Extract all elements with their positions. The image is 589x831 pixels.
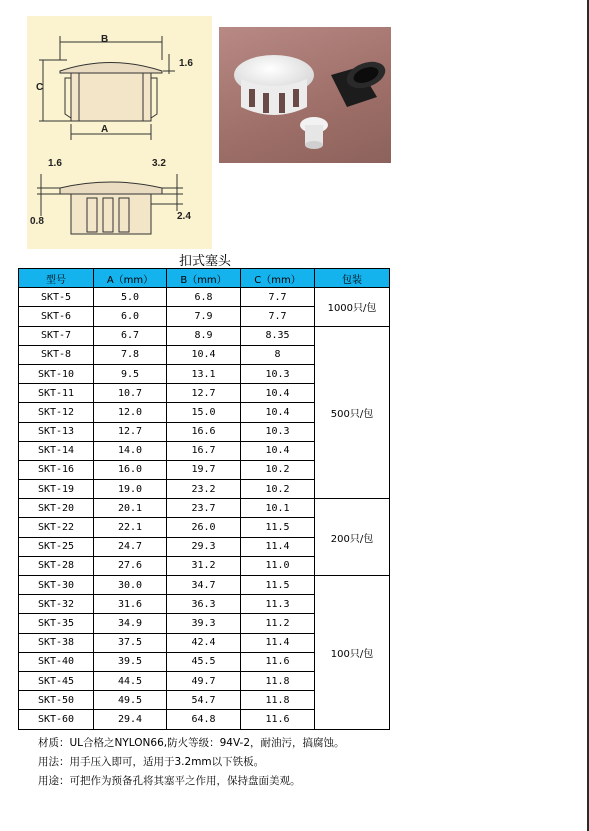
cell-c: 7.7	[241, 307, 315, 326]
cell-a: 7.8	[94, 345, 167, 364]
cell-b: 31.2	[167, 556, 241, 575]
cell-model: SKT-28	[19, 556, 94, 575]
cell-c: 11.4	[241, 633, 315, 652]
usage-note: 用法：用手压入即可，适用于3.2mm以下铁板。	[38, 756, 265, 768]
cell-b: 6.8	[167, 288, 241, 307]
cell-model: SKT-19	[19, 480, 94, 499]
dim-c-label: C	[36, 82, 44, 93]
cell-b: 15.0	[167, 403, 241, 422]
cell-a: 14.0	[94, 441, 167, 460]
cell-a: 6.7	[94, 326, 167, 345]
cell-a: 12.0	[94, 403, 167, 422]
cell-c: 11.4	[241, 537, 315, 556]
dim-side-gap-label: 0.8	[30, 216, 44, 227]
cell-b: 49.7	[167, 671, 241, 690]
cell-a: 12.7	[94, 422, 167, 441]
cell-model: SKT-8	[19, 345, 94, 364]
cell-a: 20.1	[94, 499, 167, 518]
cell-model: SKT-13	[19, 422, 94, 441]
cell-c: 11.0	[241, 556, 315, 575]
cell-c: 10.4	[241, 384, 315, 403]
cell-b: 13.1	[167, 364, 241, 383]
cell-a: 37.5	[94, 633, 167, 652]
cell-a: 29.4	[94, 710, 167, 729]
cell-a: 31.6	[94, 595, 167, 614]
table-row	[19, 288, 390, 307]
cell-b: 16.6	[167, 422, 241, 441]
cell-c: 10.2	[241, 460, 315, 479]
plug-photo-icon	[219, 27, 391, 163]
table-row	[19, 499, 390, 518]
cell-model: SKT-12	[19, 403, 94, 422]
cell-a: 24.7	[94, 537, 167, 556]
dim-side-panel-label: 2.4	[177, 211, 191, 222]
cell-a: 39.5	[94, 652, 167, 671]
purpose-note: 用途：可把作为预备孔将其塞平之作用，保持盘面美观。	[38, 775, 301, 787]
header-package: 包装	[315, 269, 390, 288]
cell-b: 7.9	[167, 307, 241, 326]
cell-c: 7.7	[241, 288, 315, 307]
cell-a: 6.0	[94, 307, 167, 326]
cell-c: 11.6	[241, 710, 315, 729]
cell-c: 10.3	[241, 422, 315, 441]
cell-model: SKT-50	[19, 691, 94, 710]
cell-model: SKT-32	[19, 595, 94, 614]
table-row	[19, 576, 390, 595]
cell-model: SKT-16	[19, 460, 94, 479]
cell-c: 11.3	[241, 595, 315, 614]
cell-model: SKT-45	[19, 671, 94, 690]
header-c: C（mm）	[241, 269, 315, 288]
cell-c: 10.1	[241, 499, 315, 518]
cell-package: 500只/包	[315, 326, 390, 499]
cell-c: 10.4	[241, 441, 315, 460]
cell-c: 11.2	[241, 614, 315, 633]
cell-b: 36.3	[167, 595, 241, 614]
table-row	[19, 326, 390, 345]
cell-c: 11.5	[241, 576, 315, 595]
cell-package: 1000只/包	[315, 288, 390, 326]
cell-b: 8.9	[167, 326, 241, 345]
dim-b-label: B	[101, 34, 109, 45]
cell-b: 42.4	[167, 633, 241, 652]
cell-b: 16.7	[167, 441, 241, 460]
cell-model: SKT-22	[19, 518, 94, 537]
cell-b: 19.7	[167, 460, 241, 479]
cell-model: SKT-25	[19, 537, 94, 556]
cell-c: 10.4	[241, 403, 315, 422]
cell-b: 34.7	[167, 576, 241, 595]
cell-a: 10.7	[94, 384, 167, 403]
dim-side-cap-label: 1.6	[48, 158, 62, 169]
notes	[38, 734, 345, 791]
cell-b: 64.8	[167, 710, 241, 729]
table-header-row	[19, 269, 390, 288]
cell-c: 11.5	[241, 518, 315, 537]
cell-package: 200只/包	[315, 499, 390, 576]
cell-model: SKT-7	[19, 326, 94, 345]
cell-c: 10.2	[241, 480, 315, 499]
spec-table	[18, 268, 390, 730]
cell-model: SKT-10	[19, 364, 94, 383]
cell-b: 29.3	[167, 537, 241, 556]
table-body	[19, 288, 390, 729]
cell-c: 11.6	[241, 652, 315, 671]
cell-package: 100只/包	[315, 576, 390, 730]
cell-model: SKT-11	[19, 384, 94, 403]
cell-b: 12.7	[167, 384, 241, 403]
cell-b: 54.7	[167, 691, 241, 710]
cell-a: 44.5	[94, 671, 167, 690]
cell-model: SKT-6	[19, 307, 94, 326]
cell-model: SKT-38	[19, 633, 94, 652]
header-model: 型号	[19, 269, 94, 288]
plug-photo-graphic	[219, 27, 391, 163]
header-b: B（mm）	[167, 269, 241, 288]
cell-a: 49.5	[94, 691, 167, 710]
cell-b: 10.4	[167, 345, 241, 364]
material-note: 材质：UL合格之NYLON66,防火等级：94V-2，耐油污，搞腐蚀。	[38, 737, 345, 749]
cell-b: 23.7	[167, 499, 241, 518]
cell-b: 26.0	[167, 518, 241, 537]
cell-a: 34.9	[94, 614, 167, 633]
cell-c: 8.35	[241, 326, 315, 345]
cell-a: 9.5	[94, 364, 167, 383]
dim-side-height-label: 3.2	[152, 158, 166, 169]
dim-a-label: A	[101, 124, 109, 135]
page-title: 扣式塞头	[178, 254, 231, 269]
cell-c: 11.8	[241, 691, 315, 710]
cell-model: SKT-5	[19, 288, 94, 307]
header-a: A（mm）	[94, 269, 167, 288]
cell-b: 39.3	[167, 614, 241, 633]
cell-b: 23.2	[167, 480, 241, 499]
cell-c: 11.8	[241, 671, 315, 690]
cell-b: 45.5	[167, 652, 241, 671]
cell-c: 10.3	[241, 364, 315, 383]
cell-model: SKT-30	[19, 576, 94, 595]
cell-c: 8	[241, 345, 315, 364]
cell-a: 19.0	[94, 480, 167, 499]
cell-a: 5.0	[94, 288, 167, 307]
cell-a: 30.0	[94, 576, 167, 595]
cell-model: SKT-40	[19, 652, 94, 671]
dim-cap-thickness-label: 1.6	[179, 58, 193, 69]
cell-a: 27.6	[94, 556, 167, 575]
cell-model: SKT-14	[19, 441, 94, 460]
cell-a: 16.0	[94, 460, 167, 479]
cell-model: SKT-60	[19, 710, 94, 729]
cell-a: 22.1	[94, 518, 167, 537]
cell-model: SKT-20	[19, 499, 94, 518]
cell-model: SKT-35	[19, 614, 94, 633]
technical-drawing	[27, 16, 212, 249]
